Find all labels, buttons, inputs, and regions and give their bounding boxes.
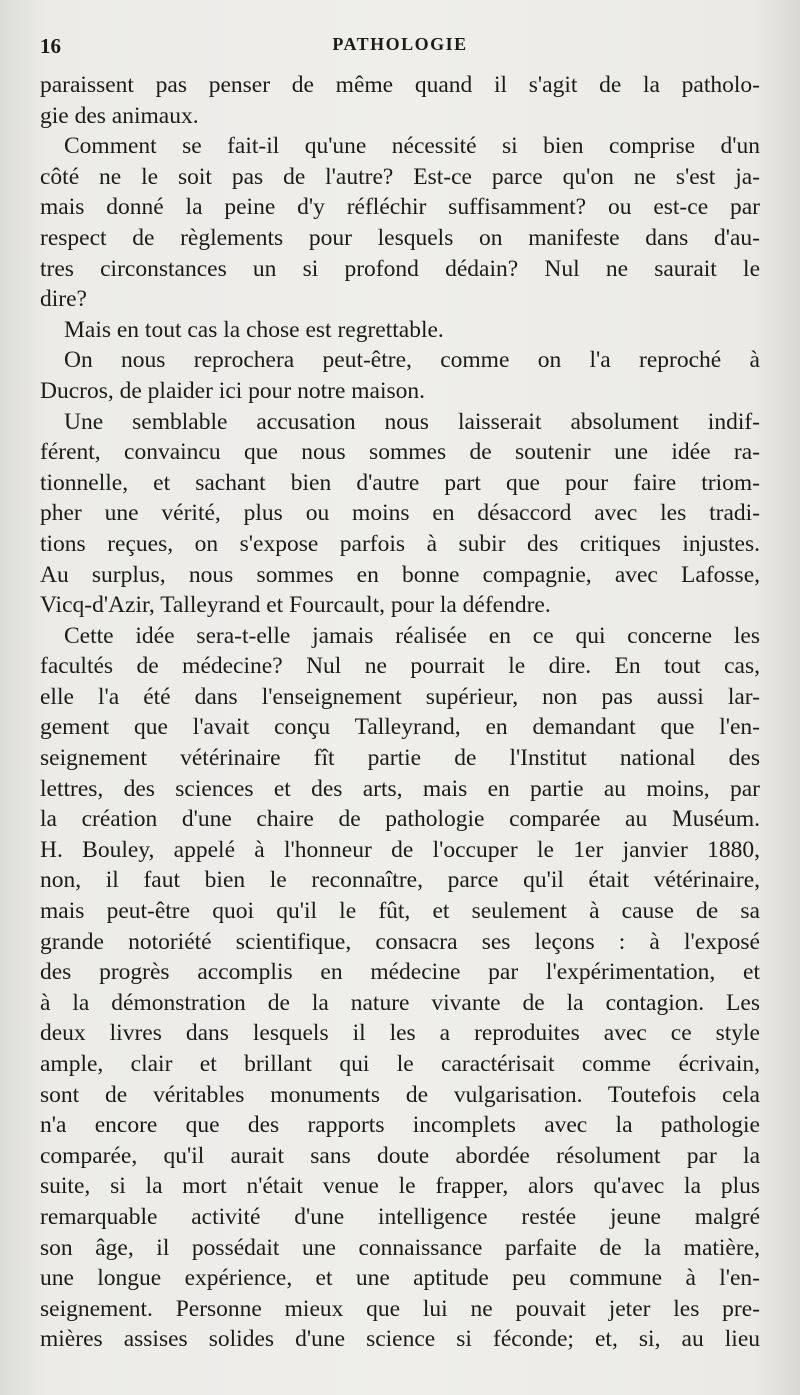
text-line: gement que l'avait conçu Talleyrand, en demandant que l'en- [40, 714, 760, 741]
text-line: des progrès accomplis en médecine par l'expérimentation, et [40, 959, 760, 986]
running-title: PATHOLOGIE [332, 34, 468, 54]
text-line: Mais en tout cas la chose est regrettable. [64, 316, 444, 343]
text-line: Ducros, de plaider ici pour notre maison. [40, 377, 426, 404]
text-line: On nous reprochera peut-être, comme on l'a reproché à [64, 347, 760, 374]
text-line: dire? [40, 286, 87, 313]
page-number: 16 [40, 34, 61, 58]
text-line: mais peut-être quoi qu'il le fût, et seulement à cause de sa [40, 898, 760, 925]
text-line: mais donné la peine d'y réfléchir suffisamment? ou est-ce par [40, 194, 760, 221]
text-line: respect de règlements pour lesquels on manifeste dans d'au- [40, 224, 760, 251]
text-line: non, il faut bien le reconnaître, parce qu'il était vétérinaire, [40, 867, 760, 894]
text-line: suite, si la mort n'était venue le frapper, alors qu'avec la plus [40, 1173, 760, 1200]
text-line: tres circonstances un si profond dédain? Nul ne saurait le [40, 255, 760, 282]
text-line: remarquable activité d'une intelligence restée jeune malgré [40, 1203, 760, 1230]
text-line: sont de véritables monuments de vulgarisation. Toutefois cela [40, 1081, 760, 1108]
text-line: Au surplus, nous sommes en bonne compagnie, avec Lafosse, [40, 561, 760, 588]
text-line: Une semblable accusation nous laisserait absolument indif- [64, 408, 760, 435]
text-line: à la démonstration de la nature vivante de la contagion. Les [40, 989, 760, 1016]
text-line: la création d'une chaire de pathologie comparée au Muséum. [40, 806, 760, 833]
text-line: mières assises solides d'une science si féconde; et, si, au lieu [40, 1326, 760, 1353]
text-line: seignement vétérinaire fît partie de l'Institut national des [40, 745, 760, 772]
text-line: pher une vérité, plus ou moins en désaccord avec les tradi- [40, 500, 760, 527]
text-line: deux livres dans lesquels il les a reproduites avec ce style [40, 1020, 760, 1047]
text-line: elle l'a été dans l'enseignement supérieur, non pas aussi lar- [40, 683, 760, 710]
text-line: grande notoriété scientifique, consacra ses leçons : à l'exposé [40, 928, 760, 955]
text-line: férent, convaincu que nous sommes de soutenir une idée ra- [40, 439, 760, 466]
text-line: comparée, qu'il aurait sans doute abordée résolument par la [40, 1142, 760, 1169]
text-line: Cette idée sera-t-elle jamais réalisée en ce qui concerne les [64, 622, 760, 649]
text-line: Comment se fait-il qu'une nécessité si bien comprise d'un [64, 133, 760, 160]
body-text [40, 70, 760, 1355]
text-line: une longue expérience, et une aptitude peu commune à l'en- [40, 1265, 760, 1292]
text-line: paraissent pas penser de même quand il s'agit de la patholo- [40, 72, 760, 98]
running-head [40, 30, 760, 60]
text-line: lettres, des sciences et des arts, mais en partie au moins, par [40, 775, 760, 802]
text-line: son âge, il possédait une connaissance parfaite de la matière, [40, 1234, 760, 1261]
text-line: côté ne le soit pas de l'autre? Est-ce parce qu'on ne s'est ja- [40, 163, 760, 190]
text-line: Vicq-d'Azir, Talleyrand et Fourcault, pour la défendre. [40, 592, 551, 619]
text-line: facultés de médecine? Nul ne pourrait le dire. En tout cas, [40, 653, 760, 680]
text-line: seignement. Personne mieux que lui ne pouvait jeter les pre- [40, 1295, 760, 1322]
text-line: tionnelle, et sachant bien d'autre part que pour faire triom- [40, 469, 760, 496]
text-line: H. Bouley, appelé à l'honneur de l'occuper le 1er janvier 1880, [40, 836, 760, 863]
text-line: n'a encore que des rapports incomplets avec la pathologie [40, 1112, 760, 1139]
text-line: tions reçues, on s'expose parfois à subir des critiques injustes. [40, 530, 760, 557]
text-line: ample, clair et brillant qui le caractérisait comme écrivain, [40, 1051, 760, 1077]
text-line: gie des animaux. [40, 102, 199, 129]
